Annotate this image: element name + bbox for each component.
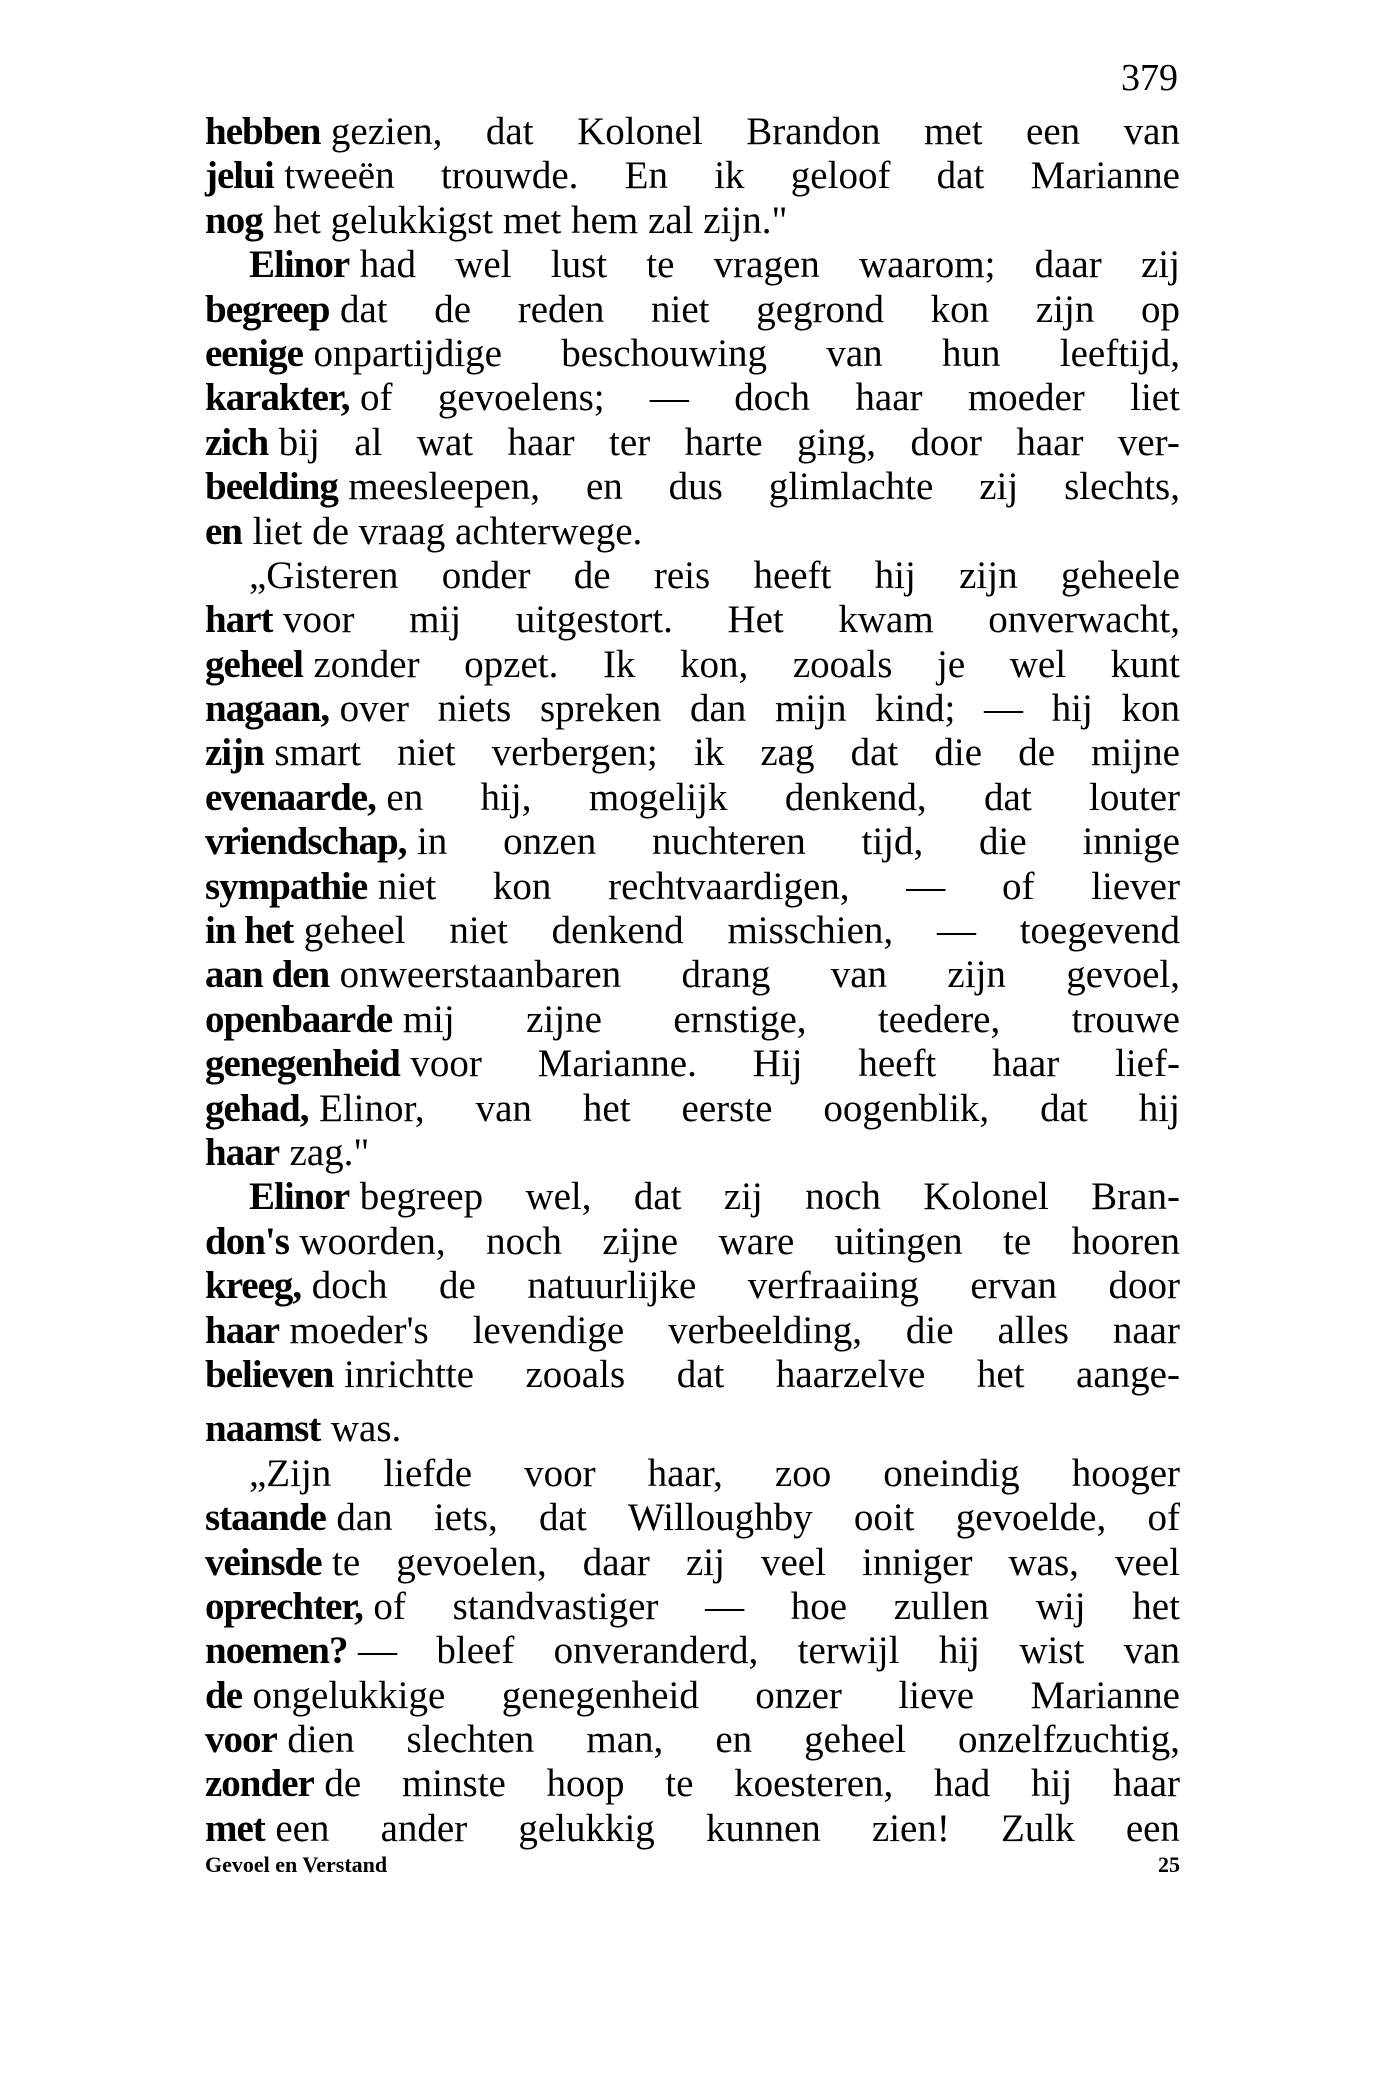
line-lead-word: hebben bbox=[205, 110, 321, 153]
footer-signature-mark: 25 bbox=[1158, 1852, 1180, 1877]
text-line bbox=[205, 1629, 1180, 1673]
line-lead-word: in het bbox=[205, 909, 294, 953]
text-line bbox=[205, 687, 1180, 731]
text-line bbox=[205, 1407, 1180, 1451]
text-line bbox=[205, 1674, 1180, 1718]
text-line bbox=[205, 1175, 1180, 1219]
text-line bbox=[205, 820, 1180, 864]
line-text: woorden, noch zijne ware uitingen te hooren bbox=[299, 1219, 1180, 1263]
line-text: het gelukkigst met hem zal zijn." bbox=[273, 198, 788, 242]
line-text: over niets spreken dan mijn kind; — hij kon bbox=[339, 687, 1180, 731]
line-text: inrichtte zooals dat haarzelve het aange- bbox=[344, 1352, 1180, 1396]
text-line bbox=[205, 1585, 1180, 1629]
text-line bbox=[205, 1762, 1180, 1806]
line-lead-word: karakter, bbox=[205, 376, 350, 420]
line-lead-word: hart bbox=[205, 598, 273, 642]
text-line bbox=[205, 1807, 1180, 1851]
line-text: te gevoelen, daar zij veel inniger was, veel bbox=[332, 1540, 1180, 1584]
line-lead-word: sympathie bbox=[205, 864, 368, 908]
line-text: ongelukkige genegenheid onzer lieve Marianne bbox=[252, 1673, 1180, 1717]
text-line bbox=[205, 1131, 1180, 1175]
line-text: tweeën trouwde. En ik geloof dat Marianne bbox=[284, 154, 1180, 198]
page-footer bbox=[205, 1852, 1180, 1878]
text-line bbox=[205, 1264, 1180, 1308]
line-lead-word: zich bbox=[205, 420, 269, 464]
line-lead-word: geheel bbox=[205, 642, 303, 686]
text-line bbox=[205, 510, 1180, 554]
line-text: doch de natuurlijke verfraaiing ervan door bbox=[311, 1264, 1180, 1308]
line-lead-word: jelui bbox=[205, 154, 274, 198]
text-line bbox=[205, 243, 1180, 287]
line-text: of standvastiger — hoe zullen wij het bbox=[373, 1584, 1180, 1628]
text-line bbox=[205, 110, 1180, 154]
line-text: een ander gelukkig kunnen zien! Zulk een bbox=[275, 1806, 1180, 1850]
text-line bbox=[205, 554, 1180, 598]
line-lead-word: zijn bbox=[205, 731, 264, 775]
footer-book-title: Gevoel en Verstand bbox=[205, 1852, 388, 1877]
text-line bbox=[205, 1309, 1180, 1353]
line-lead-word: genegenheid bbox=[205, 1042, 400, 1086]
line-lead-word: naamst bbox=[205, 1407, 321, 1451]
line-text: dat de reden niet gegrond kon zijn op bbox=[339, 287, 1180, 331]
text-line bbox=[205, 731, 1180, 775]
line-text: Elinor, van het eerste oogenblik, dat hij bbox=[318, 1086, 1180, 1130]
line-text: zonder opzet. Ik kon, zooals je wel kunt bbox=[313, 642, 1180, 686]
text-line bbox=[205, 376, 1180, 420]
line-lead-word: oprechter, bbox=[205, 1584, 363, 1628]
text-line bbox=[205, 1496, 1180, 1540]
line-text: onweerstaanbaren drang van zijn gevoel, bbox=[339, 953, 1180, 997]
line-lead-word: believen bbox=[205, 1352, 334, 1396]
line-text: onpartijdige beschouwing van hun leeftijd, bbox=[313, 331, 1180, 375]
text-line bbox=[205, 598, 1180, 642]
line-text: voor Marianne. Hij heeft haar lief- bbox=[410, 1042, 1180, 1086]
text-line bbox=[205, 1353, 1180, 1397]
line-text: en hij, mogelijk denkend, dat louter bbox=[386, 775, 1180, 819]
line-text: meesleepen, en dus glimlachte zij slechts, bbox=[348, 465, 1180, 509]
line-text: in onzen nuchteren tijd, die innige bbox=[416, 820, 1180, 864]
line-text: zag." bbox=[289, 1130, 370, 1174]
line-text: niet kon rechtvaardigen, — of liever bbox=[377, 864, 1180, 908]
text-line bbox=[205, 909, 1180, 953]
line-text: voor mij uitgestort. Het kwam onverwacht, bbox=[283, 598, 1180, 642]
line-lead-word: begreep bbox=[205, 287, 330, 331]
line-lead-word: voor bbox=[205, 1718, 277, 1762]
line-text: gezien, dat Kolonel Brandon met een van bbox=[330, 110, 1180, 153]
line-text: moeder's levendige verbeelding, die alles naar bbox=[289, 1308, 1180, 1352]
line-text: begreep wel, dat zij noch Kolonel Bran- bbox=[359, 1175, 1180, 1219]
line-text: „Zijn liefde voor haar, zoo oneindig hooger bbox=[249, 1451, 1180, 1495]
line-lead-word: veinsde bbox=[205, 1540, 322, 1584]
line-lead-word: gehad, bbox=[205, 1086, 309, 1130]
line-lead-word: zonder bbox=[205, 1762, 314, 1806]
line-lead-word: eenige bbox=[205, 331, 303, 375]
text-line bbox=[205, 865, 1180, 909]
line-text: „Gisteren onder de reis heeft hij zijn geheele bbox=[249, 553, 1180, 597]
line-lead-word: aan den bbox=[205, 953, 330, 997]
line-lead-word: Elinor bbox=[249, 1175, 350, 1219]
line-lead-word: don's bbox=[205, 1219, 289, 1263]
text-line bbox=[205, 1541, 1180, 1585]
line-lead-word: openbaarde bbox=[205, 997, 393, 1041]
text-line bbox=[205, 1220, 1180, 1264]
line-text: was. bbox=[330, 1407, 402, 1451]
line-text: had wel lust te vragen waarom; daar zij bbox=[359, 243, 1180, 287]
text-line bbox=[205, 1042, 1180, 1086]
text-line bbox=[205, 1718, 1180, 1762]
line-text: bij al wat haar ter harte ging, door haar ver- bbox=[278, 420, 1180, 464]
text-line bbox=[205, 421, 1180, 465]
line-lead-word: en bbox=[205, 509, 242, 553]
line-lead-word: met bbox=[205, 1806, 265, 1850]
line-text: liet de vraag achterwege. bbox=[252, 509, 643, 553]
text-line bbox=[205, 998, 1180, 1042]
line-lead-word: nog bbox=[205, 198, 263, 242]
line-lead-word: nagaan, bbox=[205, 687, 330, 731]
text-line bbox=[205, 1452, 1180, 1496]
text-line bbox=[205, 1087, 1180, 1131]
body-text bbox=[205, 110, 1180, 1851]
line-lead-word: beelding bbox=[205, 465, 338, 509]
line-text: dien slechten man, en geheel onzelfzuchtig, bbox=[287, 1718, 1180, 1762]
text-line bbox=[205, 288, 1180, 332]
text-line bbox=[205, 953, 1180, 997]
line-lead-word: haar bbox=[205, 1308, 279, 1352]
line-text: de minste hoop te koesteren, had hij haar bbox=[324, 1762, 1180, 1806]
line-lead-word: de bbox=[205, 1673, 242, 1717]
text-line bbox=[205, 199, 1180, 243]
text-line bbox=[205, 154, 1180, 198]
line-lead-word: noemen? bbox=[205, 1629, 348, 1673]
page-number: 379 bbox=[1121, 57, 1178, 99]
line-lead-word: vriendschap, bbox=[205, 820, 407, 864]
text-line bbox=[205, 776, 1180, 820]
text-line bbox=[205, 465, 1180, 509]
line-text: mij zijne ernstige, teedere, trouwe bbox=[402, 997, 1180, 1041]
line-lead-word: kreeg, bbox=[205, 1264, 302, 1308]
line-lead-word: staande bbox=[205, 1496, 326, 1540]
line-text: dan iets, dat Willoughby ooit gevoelde, of bbox=[336, 1496, 1180, 1540]
line-text: — bleef onveranderd, terwijl hij wist van bbox=[358, 1629, 1180, 1673]
line-text: geheel niet denkend misschien, — toegevend bbox=[303, 909, 1180, 953]
line-text: smart niet verbergen; ik zag dat die de mijne bbox=[274, 731, 1180, 775]
text-line bbox=[205, 332, 1180, 376]
line-lead-word: evenaarde, bbox=[205, 775, 376, 819]
line-text: of gevoelens; — doch haar moeder liet bbox=[359, 376, 1180, 420]
line-lead-word: haar bbox=[205, 1130, 279, 1174]
line-lead-word: Elinor bbox=[249, 243, 350, 287]
text-line bbox=[205, 643, 1180, 687]
